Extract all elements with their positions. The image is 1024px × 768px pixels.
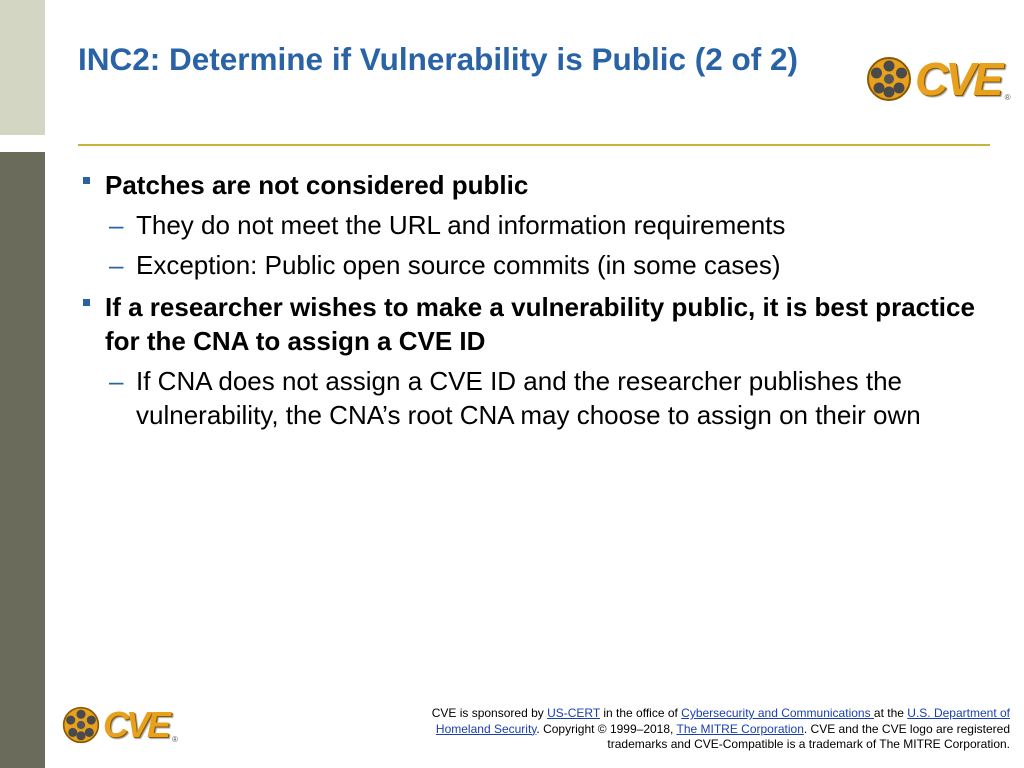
film-reel-icon [62,706,100,744]
sub-bullet-item [78,364,988,432]
sidebar-accent-bottom [0,152,45,768]
sponsor-footer [420,706,1010,753]
logo-wordmark: CVE [103,704,169,745]
footer-text: in the office of [600,706,682,720]
sub-bullet-text: They do not meet the URL and information requirements [136,210,786,240]
dash-marker-icon: – [109,210,124,240]
bullet-item [78,168,988,202]
sidebar-accent-top [0,0,45,135]
bullet-item [78,290,988,358]
title-divider [78,144,990,146]
dhs-link[interactable]: U.S. Department of Homeland Security [435,706,1010,736]
bullet-text: If a researcher wishes to make a vulnerability public, it is best practice for the CNA to assign a CVE ID [105,292,975,356]
logo-wordmark: CVE [915,53,1001,105]
footer-text: . Copyright © 1999–2018, [536,721,677,736]
cve-logo-footer [62,706,178,744]
us-cert-link[interactable]: US-CERT [547,706,600,720]
film-reel-icon [866,56,912,102]
slide-body [78,168,988,432]
footer-text: CVE is sponsored by [431,706,548,720]
cve-logo-header [866,53,1011,105]
sub-bullet-item [78,248,988,282]
bullet-marker-icon [83,299,90,306]
cybersecurity-link[interactable]: Cybersecurity and Communications [681,706,874,720]
dash-marker-icon: – [109,366,124,396]
slide-title: INC2: Determine if Vulnerability is Public (2 of 2) [78,41,798,77]
sub-bullet-text: Exception: Public open source commits (in some cases) [136,250,781,280]
registered-mark: ® [1004,93,1011,102]
sub-bullet-item [78,208,988,242]
footer-text: at the [873,706,908,720]
bullet-marker-icon [83,177,90,184]
footer-text: . CVE and the CVE logo are registered trademarks and CVE-Compatible is a trademark of The MITRE Corporation. [607,721,1010,751]
dash-marker-icon: – [109,250,124,280]
registered-mark: ® [172,735,178,744]
sub-bullet-text: If CNA does not assign a CVE ID and the researcher publishes the vulnerability, the CNA’s root CNA may choose to assign on their own [136,366,921,430]
mitre-link[interactable]: The MITRE Corporation [676,721,804,736]
bullet-text: Patches are not considered public [105,170,529,200]
